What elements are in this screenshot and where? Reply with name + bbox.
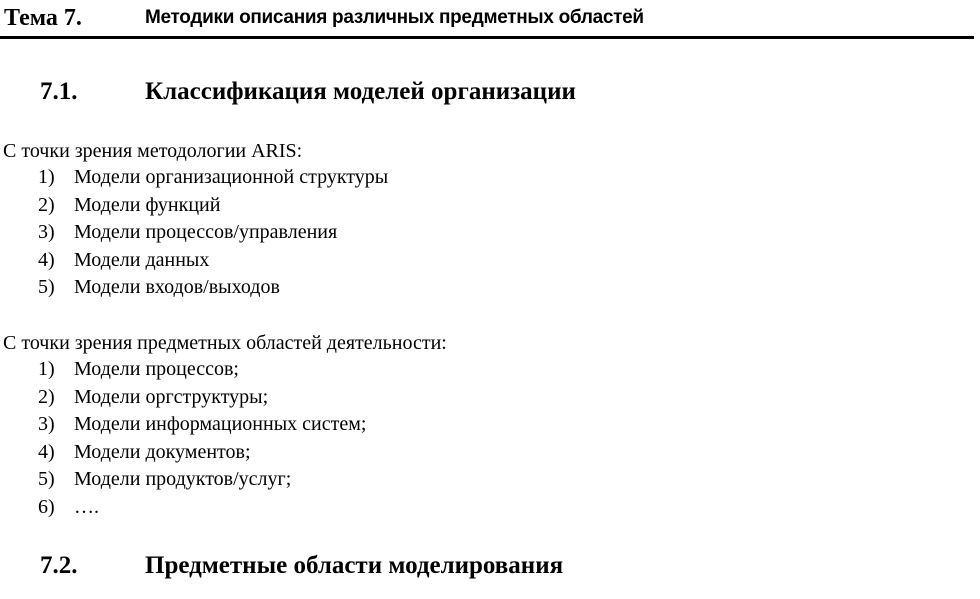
- section-heading-7-1: [0, 75, 974, 109]
- section-heading-7-2: [0, 549, 974, 583]
- list-item-number: 2): [38, 385, 55, 408]
- topic-title: Методики описания различных предметных областей: [145, 7, 644, 28]
- list-item-text: Модели данных: [74, 248, 210, 271]
- list-item-text: Модели функций: [74, 193, 221, 216]
- aris-intro-paragraph: С точки зрения методологии ARIS:: [3, 140, 303, 162]
- topic-number: Тема 7.: [4, 5, 82, 31]
- list-item-number: 4): [38, 248, 55, 271]
- list-item-number: 3): [38, 221, 55, 244]
- page-header: [0, 0, 974, 39]
- list-item-text: Модели документов;: [74, 440, 251, 463]
- list-item-number: 1): [38, 358, 55, 380]
- list-item-number: 3): [38, 413, 55, 436]
- list-item-text: ….: [74, 495, 99, 518]
- list-item-number: 1): [38, 166, 55, 188]
- section-title: Классификация моделей организации: [145, 78, 576, 105]
- list-item-number: 2): [38, 193, 55, 216]
- list-item-number: 5): [38, 276, 55, 299]
- list-item-text: Модели продуктов/услуг;: [74, 468, 292, 491]
- list-item-text: Модели организационной структуры: [74, 166, 389, 188]
- section-number: 7.1.: [40, 78, 78, 105]
- list-item-text: Модели процессов/управления: [74, 221, 338, 244]
- section-title: Предметные области моделирования: [145, 552, 564, 579]
- section-number: 7.2.: [40, 552, 78, 579]
- list-item-number: 5): [38, 468, 55, 491]
- list-item-text: Модели оргструктуры;: [74, 385, 269, 408]
- list-item-number: 4): [38, 440, 55, 463]
- list-item-text: Модели информационных систем;: [74, 413, 367, 436]
- domains-intro-paragraph: С точки зрения предметных областей деятельности:: [3, 332, 447, 354]
- list-item-text: Модели входов/выходов: [74, 276, 280, 299]
- list-item-number: 6): [38, 495, 55, 518]
- list-item-text: Модели процессов;: [74, 358, 239, 380]
